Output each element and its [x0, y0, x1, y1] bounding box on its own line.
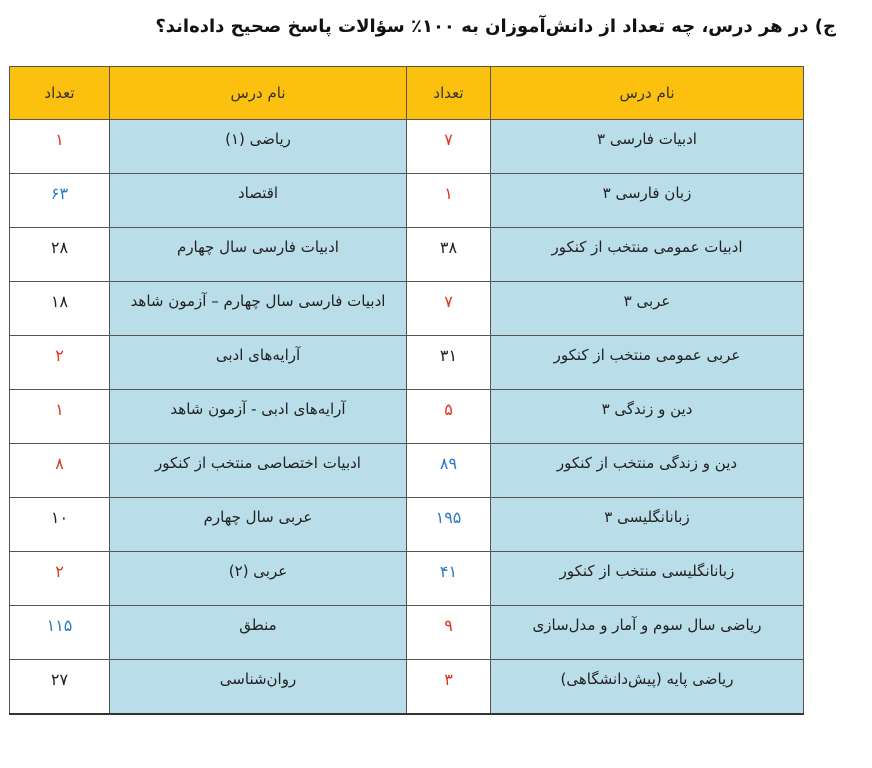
lesson-cell: زبان فارسی ۳: [491, 174, 804, 228]
count-cell: ۳: [407, 660, 491, 714]
table-row: [10, 498, 804, 552]
table-row: [10, 282, 804, 336]
table-row: [10, 660, 804, 714]
lesson-cell: ادبیات عمومی منتخب از کنکور: [491, 228, 804, 282]
table-row: [10, 174, 804, 228]
lesson-cell: ادبیات اختصاصی منتخب از کنکور: [110, 444, 407, 498]
count-cell: ۱: [10, 390, 110, 444]
table-row: [10, 120, 804, 174]
count-cell: ۶۳: [10, 174, 110, 228]
table-row: [10, 390, 804, 444]
count-cell: ۱۸: [10, 282, 110, 336]
lesson-cell: منطق: [110, 606, 407, 660]
count-cell: ۳۱: [407, 336, 491, 390]
count-cell: ۵: [407, 390, 491, 444]
lesson-cell: دین و زندگی ۳: [491, 390, 804, 444]
count-cell: ۱: [407, 174, 491, 228]
lesson-cell: ریاضی (۱): [110, 120, 407, 174]
lesson-cell: آرایه‌های ادبی - آزمون شاهد: [110, 390, 407, 444]
lesson-cell: ادبیات فارسی سال چهارم: [110, 228, 407, 282]
table-row: [10, 444, 804, 498]
count-cell: ۷: [407, 120, 491, 174]
count-cell: ۱۰: [10, 498, 110, 552]
table-row: [10, 336, 804, 390]
lesson-cell: روان‌شناسی: [110, 660, 407, 714]
lesson-cell: اقتصاد: [110, 174, 407, 228]
results-table: [9, 66, 804, 715]
table-header-row: [10, 67, 804, 120]
count-cell: ۱: [10, 120, 110, 174]
count-cell: ۲: [10, 336, 110, 390]
count-cell: ۳۸: [407, 228, 491, 282]
lesson-cell: عربی (۲): [110, 552, 407, 606]
count-cell: ۲۸: [10, 228, 110, 282]
header-lesson-left: نام درس: [110, 67, 407, 120]
table-row: [10, 228, 804, 282]
count-cell: ۲۷: [10, 660, 110, 714]
count-cell: ۱۹۵: [407, 498, 491, 552]
count-cell: ۸: [10, 444, 110, 498]
lesson-cell: زبانانگلیسی منتخب از کنکور: [491, 552, 804, 606]
lesson-cell: ریاضی پایه (پیش‌دانشگاهی): [491, 660, 804, 714]
table-row: [10, 552, 804, 606]
lesson-cell: عربی عمومی منتخب از کنکور: [491, 336, 804, 390]
header-count-left: تعداد: [10, 67, 110, 120]
lesson-cell: زبانانگلیسی ۳: [491, 498, 804, 552]
lesson-cell: آرایه‌های ادبی: [110, 336, 407, 390]
count-cell: ۹: [407, 606, 491, 660]
count-cell: ۴۱: [407, 552, 491, 606]
table-row: [10, 606, 804, 660]
header-lesson-right: نام درس: [491, 67, 804, 120]
count-cell: ۱۱۵: [10, 606, 110, 660]
lesson-cell: ادبیات فارسی ۳: [491, 120, 804, 174]
question-heading: ج) در هر درس، چه تعداد از دانش‌آموزان به ۱۰۰٪ سؤالات پاسخ صحیح داده‌اند؟: [155, 16, 836, 37]
count-cell: ۸۹: [407, 444, 491, 498]
lesson-cell: عربی سال چهارم: [110, 498, 407, 552]
lesson-cell: ادبیات فارسی سال چهارم – آزمون شاهد: [110, 282, 407, 336]
lesson-cell: عربی ۳: [491, 282, 804, 336]
count-cell: ۲: [10, 552, 110, 606]
count-cell: ۷: [407, 282, 491, 336]
lesson-cell: ریاضی سال سوم و آمار و مدل‌سازی: [491, 606, 804, 660]
header-count-right: تعداد: [407, 67, 491, 120]
lesson-cell: دین و زندگی منتخب از کنکور: [491, 444, 804, 498]
